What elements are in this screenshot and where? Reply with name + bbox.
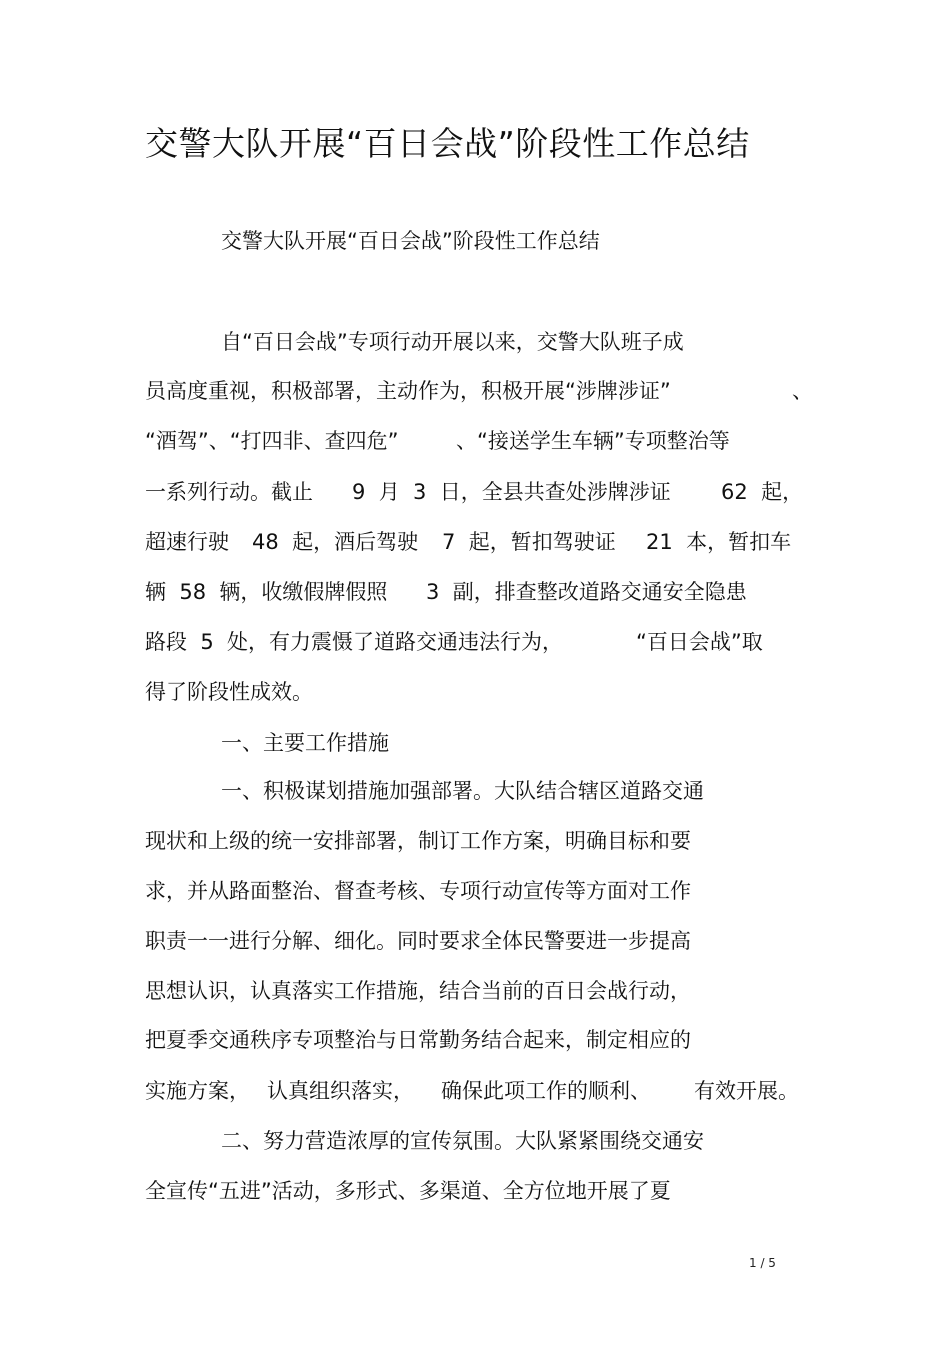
document-title: 交警大队开展“百日会战”阶段性工作总结: [145, 124, 750, 163]
body-line: 7 起，暂扣驾驶证: [442, 530, 616, 554]
body-line: 把夏季交通秩序专项整治与日常勤务结合起来，制定相应的: [145, 1028, 691, 1052]
body-line: 思想认识，认真落实工作措施，结合当前的百日会战行动，: [145, 979, 691, 1003]
body-line: 3 副，排查整改道路交通安全隐患: [426, 580, 747, 604]
body-line: 职责一一进行分解、细化。同时要求全体民警要进一步提高: [145, 929, 691, 953]
body-line: 实施方案，: [145, 1079, 250, 1103]
body-line: 21 本，暂扣车: [646, 530, 792, 554]
body-line: 超速行驶: [145, 530, 229, 554]
body-line: “酒驾”、“打四非、查四危”: [145, 429, 399, 453]
body-line: 一、积极谋划措施加强部署。大队结合辖区道路交通: [221, 779, 704, 803]
body-line: 求，并从路面整治、督查考核、专项行动宣传等方面对工作: [145, 879, 691, 903]
body-line: 9 月 3 日，全县共查处涉牌涉证: [352, 480, 671, 504]
body-line: 二、努力营造浓厚的宣传氛围。大队紧紧围绕交通安: [221, 1129, 704, 1153]
body-line: 现状和上级的统一安排部署，制订工作方案，明确目标和要: [145, 829, 691, 853]
body-line: 、: [792, 379, 813, 403]
section-heading: 一、主要工作措施: [221, 731, 389, 755]
document-subtitle: 交警大队开展“百日会战”阶段性工作总结: [221, 229, 600, 253]
body-line: 员高度重视，积极部署，主动作为，积极开展“涉牌涉证”: [145, 379, 671, 403]
body-line: 全宣传“五进”活动，多形式、多渠道、全方位地开展了夏: [145, 1179, 671, 1203]
body-line: 一系列行动。截止: [145, 480, 313, 504]
body-line: 辆 58 辆，收缴假牌假照: [145, 580, 388, 604]
body-line: 确保此项工作的顺利、: [441, 1079, 651, 1103]
body-line: 48 起，酒后驾驶: [252, 530, 419, 554]
body-line: 自“百日会战”专项行动开展以来，交警大队班子成: [221, 330, 684, 354]
body-line: 得了阶段性成效。: [145, 680, 313, 704]
body-line: “百日会战”取: [636, 630, 763, 654]
body-line: 路段 5 处，有力震慑了道路交通违法行为，: [145, 630, 564, 654]
body-line: 认真组织落实，: [267, 1079, 414, 1103]
body-line: 62 起，: [721, 480, 804, 504]
body-line: 、“接送学生车辆”专项整治等: [456, 429, 730, 453]
body-line: 有效开展。: [694, 1079, 799, 1103]
page-number: 1 / 5: [749, 1256, 776, 1270]
